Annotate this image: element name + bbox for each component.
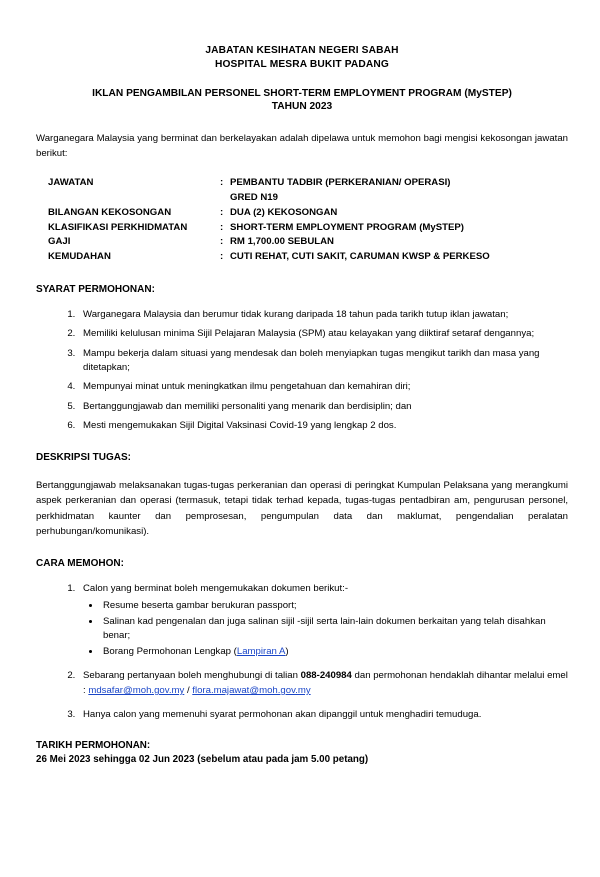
detail-value-jawatan-gred: GRED N19 xyxy=(230,191,278,203)
pertanyaan-mid: dan permohonan hendaklah dihantar melalui emel : xyxy=(83,670,568,696)
header-subtitle-line-1: IKLAN PENGAMBILAN PERSONEL SHORT-TERM EMPLOYMENT PROGRAM (MySTEP) xyxy=(92,87,512,99)
syarat-list xyxy=(36,308,568,434)
detail-colon: : xyxy=(220,176,224,188)
detail-label-gaji: GAJI xyxy=(48,236,71,248)
list-item: • Resume beserta gambar berukuran passport; xyxy=(101,599,568,614)
detail-label-bilangan: BILANGAN KEKOSONGAN xyxy=(48,206,172,218)
tarikh-permohonan-block xyxy=(36,739,568,768)
email-link-1[interactable]: mdsafar@moh.gov.my xyxy=(88,684,185,696)
deskripsi-paragraph: Bertanggungjawab melaksanakan tugas-tugas perkeranian dan operasi di peringkat Kumpulan Pelaksana yang merangkumi aspek perkeranian dan operasi (termasuk, tetapi tidak terhad kepada, tugas-tugas pentadbiran am, pengurusan personel, perkhidmatan kaunter dan pemprosesan, pengumpulan data dan maklumat, pengendalian peralatan perhubungan/komunikasi). xyxy=(36,479,568,537)
list-item: 3. Hanya calon yang memenuhi syarat permohonan akan dipanggil untuk menghadiri temuduga. xyxy=(78,708,568,723)
phone-number: 088-240984 xyxy=(300,670,352,682)
lampiran-a-link[interactable]: Lampiran A xyxy=(236,646,286,658)
table-row xyxy=(48,191,490,206)
table-row xyxy=(48,206,490,221)
tarikh-heading: TARIKH PERMOHONAN: xyxy=(36,739,151,751)
tarikh-value: 26 Mei 2023 sehingga 02 Jun 2023 (sebelum atau pada jam 5.00 petang) xyxy=(36,754,369,766)
detail-value-klasifikasi: SHORT-TERM EMPLOYMENT PROGRAM (MySTEP) xyxy=(230,221,464,233)
table-row xyxy=(48,176,490,191)
list-item: 5. Bertanggungjawab dan memiliki personaliti yang menarik dan berdisiplin; dan xyxy=(78,400,568,414)
list-item xyxy=(78,582,568,660)
pertanyaan-prefix: Sebarang pertanyaan boleh menghubungi di talian xyxy=(83,670,301,682)
detail-value-bilangan: DUA (2) KEKOSONGAN xyxy=(230,206,338,218)
detail-colon: : xyxy=(220,236,224,248)
section-heading-syarat: SYARAT PERMOHONAN: xyxy=(36,284,155,296)
table-row xyxy=(48,221,490,236)
header-subtitle xyxy=(36,87,568,115)
cara-item-1-text: Calon yang berminat boleh mengemukakan dokumen berikut:- xyxy=(83,582,349,594)
header-line-2: HOSPITAL MESRA BUKIT PADANG xyxy=(214,58,390,70)
intro-paragraph: Warganegara Malaysia yang berminat dan berkelayakan adalah dipelawa untuk memohon bagi mengisi kekosongan jawatan berikut: xyxy=(36,133,568,159)
list-item: 3. Mampu bekerja dalam situasi yang mendesak dan boleh menyiapkan tugas mengikut tarikh dan masa yang ditetapkan; xyxy=(78,347,568,376)
list-item: • Salinan kad pengenalan dan juga salinan sijil -sijil serta lain-lain dokumen berkaitan yang telah disahkan benar; xyxy=(101,615,568,645)
vacancy-details-table xyxy=(48,176,490,265)
section-heading-cara: CARA MEMOHON: xyxy=(36,558,124,570)
detail-label-kemudahan: KEMUDAHAN xyxy=(48,251,111,263)
list-item: 4. Mempunyai minat untuk meningkatkan ilmu pengetahuan dan kemahiran diri; xyxy=(78,380,568,394)
detail-value-gaji: RM 1,700.00 SEBULAN xyxy=(230,236,334,248)
borang-prefix: Borang Permohonan Lengkap ( xyxy=(103,646,237,658)
detail-label-klasifikasi: KLASIFIKASI PERKHIDMATAN xyxy=(48,221,188,233)
detail-colon: : xyxy=(220,251,224,263)
list-item: 6. Mesti mengemukakan Sijil Digital Vaksinasi Covid-19 yang lengkap 2 dos. xyxy=(78,419,568,433)
detail-colon: : xyxy=(220,206,224,218)
cara-item-1-bullets xyxy=(83,599,568,660)
email-separator: / xyxy=(184,684,193,696)
detail-colon: : xyxy=(220,221,224,233)
borang-suffix: ) xyxy=(285,646,289,658)
list-item: 2. Memiliki kelulusan minima Sijil Pelajaran Malaysia (SPM) atau kelayakan yang diiktiraf setaraf dengannya; xyxy=(78,327,568,341)
detail-label-empty xyxy=(48,191,220,206)
email-link-2[interactable]: flora.majawat@moh.gov.my xyxy=(192,684,311,696)
header-line-1: JABATAN KESIHATAN NEGERI SABAH xyxy=(205,45,399,56)
header-subtitle-line-2: TAHUN 2023 xyxy=(271,101,333,113)
list-item xyxy=(101,645,568,660)
list-item xyxy=(78,669,568,699)
detail-value-jawatan: PEMBANTU TADBIR (PERKERANIAN/ OPERASI) xyxy=(230,176,451,188)
list-item: 1. Warganegara Malaysia dan berumur tidak kurang daripada 18 tahun pada tarikh tutup iklan jawatan; xyxy=(78,308,568,322)
section-heading-deskripsi: DESKRIPSI TUGAS: xyxy=(36,452,132,464)
detail-value-kemudahan: CUTI REHAT, CUTI SAKIT, CARUMAN KWSP & PERKESO xyxy=(230,251,490,263)
table-row xyxy=(48,250,490,265)
table-row xyxy=(48,235,490,250)
document-header xyxy=(36,44,568,114)
detail-label-jawatan: JAWATAN xyxy=(48,176,94,188)
cara-memohon-list xyxy=(36,582,568,723)
detail-colon-empty xyxy=(220,191,230,206)
